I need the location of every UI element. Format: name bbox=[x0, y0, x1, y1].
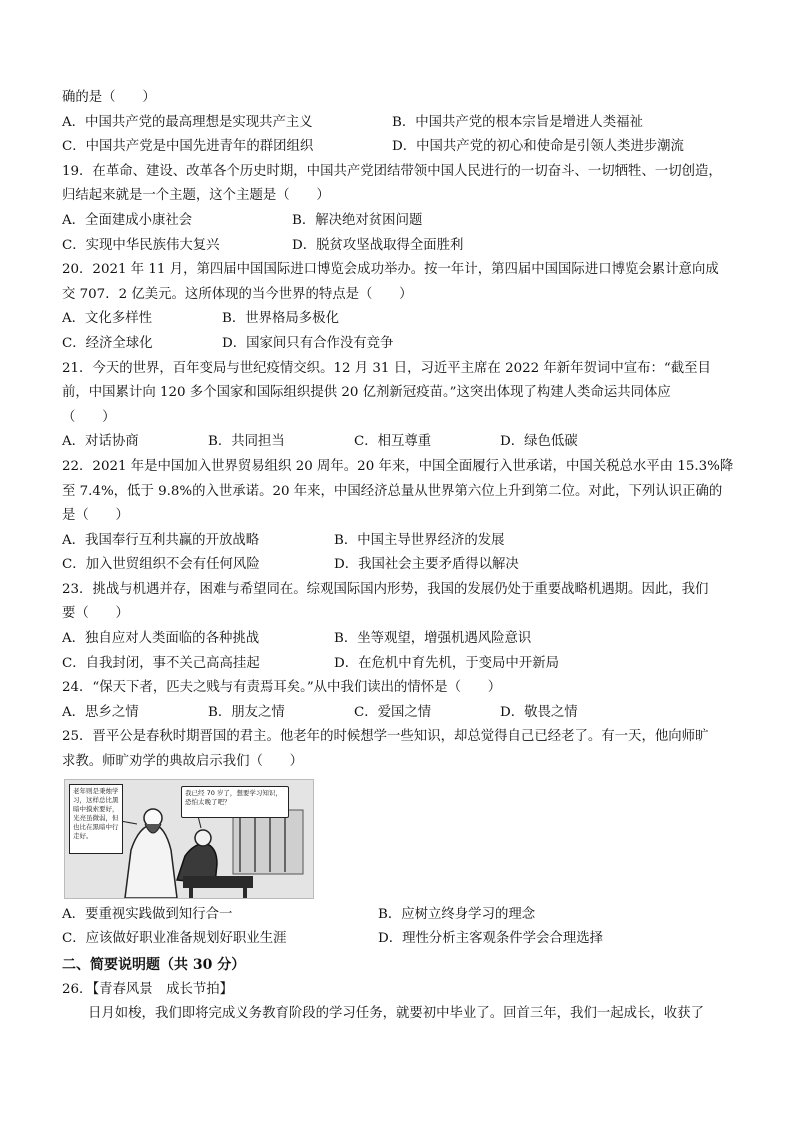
q25-stem-2: 求教。师旷劝学的典故启示我们（ ） bbox=[62, 754, 304, 770]
q22-stem-3: 是（ ） bbox=[62, 508, 129, 524]
q23-options-row1 bbox=[62, 627, 740, 652]
q19-option-c[interactable]: C．实现中华民族伟大复兴 bbox=[62, 237, 220, 253]
q19-option-a[interactable]: A．全面建成小康社会 bbox=[62, 212, 193, 228]
q21-stem-2: 前，中国累计向 120 多个国家和国际组织提供 20 亿剂新冠疫苗。”这突出体现了构建人类命运共同体应 bbox=[62, 385, 671, 401]
q18-options-row2 bbox=[62, 135, 740, 160]
q25-option-b[interactable]: B．应树立终身学习的理念 bbox=[378, 906, 536, 922]
q24-option-a[interactable]: A．思乡之情 bbox=[62, 704, 139, 720]
q20-options-row2 bbox=[62, 332, 740, 357]
q23-option-b[interactable]: B．坐等观望，增强机遇风险意识 bbox=[334, 631, 532, 647]
q23-option-a[interactable]: A．独自应对人类面临的各种挑战 bbox=[62, 631, 260, 647]
q19-option-b[interactable]: B．解决绝对贫困问题 bbox=[292, 212, 423, 228]
q23-stem-2: 要（ ） bbox=[62, 606, 129, 622]
q24-option-c[interactable]: C．爱国之情 bbox=[354, 704, 432, 720]
q22-options-row1 bbox=[62, 529, 740, 554]
q20-option-a[interactable]: A．文化多样性 bbox=[62, 311, 153, 327]
q20-option-c[interactable]: C．经济全球化 bbox=[62, 335, 153, 351]
speech-bubble-right: 我已经 70 岁了，想要学习知识，恐怕太晚了吧？ bbox=[181, 786, 289, 818]
q24-option-b[interactable]: B．朋友之情 bbox=[208, 704, 285, 720]
q20-stem-1: 20．2021 年 11 月，第四届中国国际进口博览会成功举办。按一年计，第四届中国国际进口博览会累计意向成 bbox=[62, 262, 719, 278]
q20-stem-2: 交 707．2 亿美元。这所体现的当今世界的特点是（ ） bbox=[62, 286, 413, 302]
q24-stem: 24．“保天下者，匹夫之贱与有责焉耳矣。”从中我们读出的情怀是（ ） bbox=[62, 680, 502, 696]
q20-options-row1 bbox=[62, 307, 740, 332]
q20-option-b[interactable]: B．世界格局多极化 bbox=[222, 311, 339, 327]
q18-option-b[interactable]: B．中国共产党的根本宗旨是增进人类福祉 bbox=[392, 114, 643, 130]
q23-option-d[interactable]: D．在危机中育先机，于变局中开新局 bbox=[334, 655, 559, 671]
q22-option-a[interactable]: A．我国奉行互利共赢的开放战略 bbox=[62, 532, 260, 548]
q19-stem-2: 归结起来就是一个主题，这个主题是（ ） bbox=[62, 188, 330, 204]
q25-option-a[interactable]: A．要重视实践做到知行合一 bbox=[62, 906, 233, 922]
q18-stem-end: 确的是（ ） bbox=[62, 90, 156, 105]
q22-options-row2 bbox=[62, 553, 740, 578]
q22-option-d[interactable]: D．我国社会主要矛盾得以解决 bbox=[334, 557, 519, 573]
q18-option-c[interactable]: C．中国共产党是中国先进青年的群团组织 bbox=[62, 139, 314, 155]
q24-options-row bbox=[62, 701, 740, 726]
speech-bubble-left: 老年则是秉烛学习，这样总比黑暗中摸索要好，光亮虽微弱，但也比在黑暗中行走好。 bbox=[69, 784, 123, 854]
q21-option-c[interactable]: C．相互尊重 bbox=[354, 434, 432, 450]
q22-option-c[interactable]: C．加入世贸组织不会有任何风险 bbox=[62, 557, 260, 573]
q25-options-row1 bbox=[62, 903, 740, 928]
q18-options-row1 bbox=[62, 111, 740, 136]
q21-option-a[interactable]: A．对话协商 bbox=[62, 434, 139, 450]
q21-option-b[interactable]: B．共同担当 bbox=[208, 434, 285, 450]
q25-options-row2 bbox=[62, 927, 740, 952]
q18-option-d[interactable]: D．中国共产党的初心和使命是引领人类进步潮流 bbox=[392, 139, 684, 155]
q18-option-a[interactable]: A．中国共产党的最高理想是实现共产主义 bbox=[62, 114, 313, 130]
q25-comic-illustration bbox=[64, 779, 314, 899]
q26-passage-start: 日月如梭，我们即将完成义务教育阶段的学习任务，就要初中毕业了。回首三年，我们一起成长，收获了 bbox=[88, 1006, 704, 1022]
q23-option-c[interactable]: C．自我封闭，事不关己高高挂起 bbox=[62, 655, 260, 671]
q22-option-b[interactable]: B．中国主导世界经济的发展 bbox=[334, 532, 505, 548]
q19-options-row2 bbox=[62, 234, 740, 259]
q20-option-d[interactable]: D．国家间只有合作没有竞争 bbox=[222, 335, 394, 351]
q21-stem-3: （ ） bbox=[62, 409, 116, 425]
q22-stem-2: 至 7.4%，低于 9.8%的入世承诺。20 年来，中国经济总量从世界第六位上升到第二位。对此，下列认识正确的 bbox=[62, 483, 723, 499]
q19-option-d[interactable]: D．脱贫攻坚战取得全面胜利 bbox=[292, 237, 464, 253]
q19-options-row1 bbox=[62, 209, 740, 234]
q25-option-c[interactable]: C．应该做好职业准备规划好职业生涯 bbox=[62, 931, 287, 947]
q19-stem-1: 19．在革命、建设、改革各个历史时期，中国共产党团结带领中国人民进行的一切奋斗、一切牺牲、一切创造， bbox=[62, 163, 722, 179]
q24-option-d[interactable]: D．敬畏之情 bbox=[500, 704, 578, 720]
q23-stem-1: 23．挑战与机遇并存，困难与希望同在。综观国际国内形势，我国的发展仍处于重要战略机遇期。因此，我们 bbox=[62, 581, 709, 597]
q23-options-row2 bbox=[62, 652, 740, 677]
section-2-heading: 二、简要说明题（共 30 分） bbox=[62, 956, 246, 973]
q21-options-row bbox=[62, 430, 740, 455]
exam-page bbox=[62, 86, 740, 1027]
q25-stem-1: 25．晋平公是春秋时期晋国的君主。他老年的时候想学一些知识，却总觉得自己已经老了。有一天，他向师旷 bbox=[62, 729, 709, 745]
q21-stem-1: 21．今天的世界，百年变局与世纪疫情交织。12 月 31 日，习近平主席在 2022 年新年贺词中宣布：“截至目 bbox=[62, 360, 711, 376]
q22-stem-1: 22．2021 年是中国加入世界贸易组织 20 周年。20 年来，中国全面履行入世承诺，中国关税总水平由 15.3%降 bbox=[62, 458, 734, 474]
q25-option-d[interactable]: D．理性分析主客观条件学会合理选择 bbox=[378, 931, 603, 947]
q21-option-d[interactable]: D．绿色低碳 bbox=[500, 434, 578, 450]
q26-title: 26．【青春风景 成长节拍】 bbox=[62, 981, 234, 997]
